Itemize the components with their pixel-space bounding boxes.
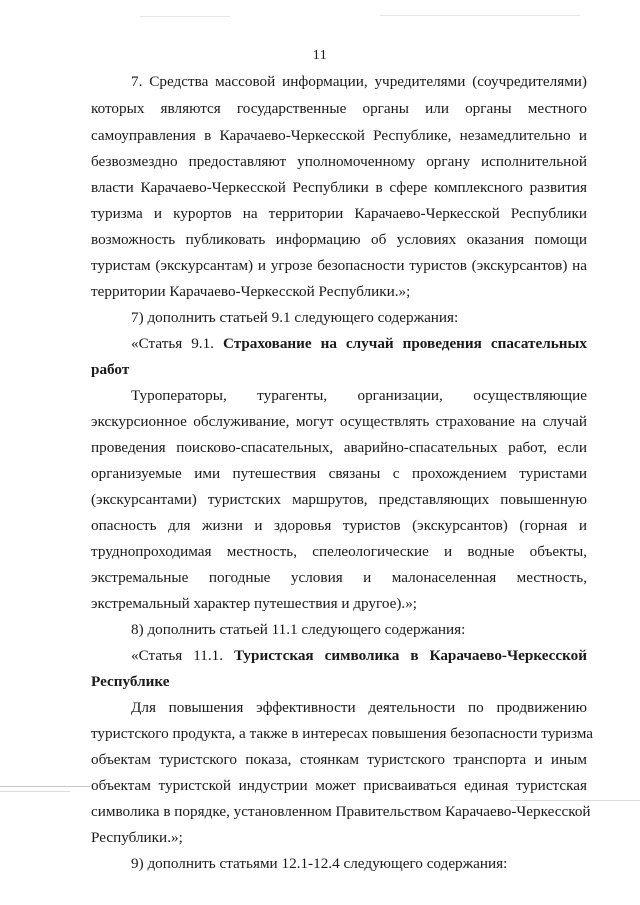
text-line: символика в порядке, установленном Правительством Карачаево-Черкесской — [91, 803, 591, 820]
text-line: проведения поисково-спасательных, аварийно-спасательных работ, если — [91, 439, 587, 456]
text-line: объектам туристской индустрии может присваиваться единая туристская — [91, 777, 587, 794]
text-line: власти Карачаево-Черкесской Республики в сфере комплексного развития — [91, 179, 587, 196]
article-title-cont — [91, 360, 587, 380]
text-line: 9) дополнить статьями 12.1-12.4 следующего содержания: — [131, 855, 508, 872]
article-title-cont — [91, 672, 587, 692]
text-line: безвозмездно предоставляют уполномоченному органу исполнительной — [91, 153, 587, 170]
text-line: туристам (экскурсантам) и угрозе безопасности туристов (экскурсантов) на — [91, 257, 587, 274]
article-number: «Статья 11.1. — [131, 647, 224, 664]
text-line: экстремальный характер путешествия и другое).»; — [91, 595, 418, 612]
text-line: экскурсионное обслуживание, могут осуществлять страхование на случай — [91, 413, 587, 430]
text-line: организуемые ими путешествия связаны с прохождением туристами — [91, 465, 587, 482]
text-line: Для повышения эффективности деятельности по продвижению — [131, 699, 587, 716]
text-line: территории Карачаево-Черкесской Республики.»; — [91, 283, 411, 300]
article-title: работ — [91, 361, 130, 378]
article-number: «Статья 9.1. — [131, 335, 214, 352]
text-line: опасность для жизни и здоровья туристов (экскурсантов) (горная и — [91, 517, 587, 534]
text-line: экстремальные погодные условия и малонаселенная местность, — [91, 569, 587, 586]
text-line: (экскурсантами) туристских маршрутов, представляющих повышенную — [91, 491, 587, 508]
article-heading — [131, 334, 587, 354]
text-line: туризма и курортов на территории Карачаево-Черкесской Республики — [91, 205, 587, 222]
text-line: самоуправления в Карачаево-Черкесской Республике, незамедлительно и — [91, 127, 587, 144]
scan-artifact — [140, 16, 230, 17]
article-title: Страхование на случай проведения спасательных — [222, 335, 588, 352]
text-line: которых являются государственные органы или органы местного — [91, 100, 587, 117]
text-line: 7. Средства массовой информации, учредителями (соучредителями) — [131, 73, 587, 90]
text-line: труднопроходимая местность, спелеологические и водные объекты, — [91, 543, 587, 560]
text-line: возможность публиковать информацию об условиях оказания помощи — [91, 231, 587, 248]
article-title: Республике — [91, 673, 170, 690]
text-line: 7) дополнить статьей 9.1 следующего содержания: — [131, 309, 459, 326]
scan-artifact — [0, 791, 70, 792]
text-line: 8) дополнить статьей 11.1 следующего содержания: — [131, 621, 466, 638]
scan-artifact — [510, 800, 640, 801]
article-heading — [131, 646, 587, 666]
text-line: Республики.»; — [91, 829, 183, 846]
scan-artifact — [0, 786, 90, 787]
text-line: туристского продукта, а также в интересах повышения безопасности туризма — [91, 725, 594, 742]
scan-artifact — [380, 15, 580, 16]
text-line: объектам туристского показа, стоянкам туристского транспорта и иным — [91, 751, 587, 768]
text-line: Туроператоры, турагенты, организации, осуществляющие — [131, 387, 587, 404]
article-title: Туристская символика в Карачаево-Черкесской — [234, 647, 587, 664]
page-number: 11 — [312, 48, 328, 63]
